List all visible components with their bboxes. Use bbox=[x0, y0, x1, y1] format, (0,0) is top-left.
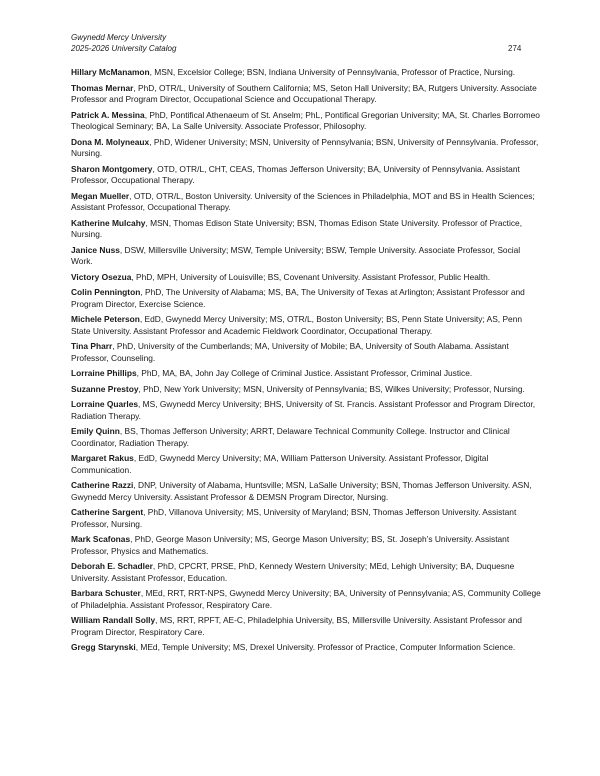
faculty-entry bbox=[71, 137, 541, 160]
faculty-details: , MSN, Thomas Edison State University; BSN, Thomas Edison State University. Professor of Practice, Nursing. bbox=[71, 217, 523, 239]
faculty-details: , PhD, OTR/L, University of Southern California; MS, Seton Hall University; BA, Rutgers University. Associate Professor and Program Director, Occupational Science and Occupational Therapy. bbox=[71, 82, 537, 104]
faculty-entry bbox=[71, 588, 541, 611]
faculty-entry bbox=[71, 534, 541, 557]
faculty-entry bbox=[71, 67, 541, 79]
faculty-name: Lorraine Quarles bbox=[71, 399, 139, 409]
catalog-title: 2025-2026 University Catalog bbox=[71, 43, 177, 53]
faculty-name: Tina Pharr bbox=[71, 341, 113, 351]
faculty-name: Thomas Mernar bbox=[71, 82, 134, 93]
faculty-name: Gregg Starynski bbox=[71, 642, 136, 652]
faculty-details: , EdD, Gwynedd Mercy University; MA, William Patterson University. Assistant Professor, Digital Communication. bbox=[71, 453, 489, 475]
faculty-details: , MEd, RRT, RRT-NPS, Gwynedd Mercy University; BA, University of Pennsylvania; AS, Community College of Philadelphia. Assistant Professor, Respiratory Care. bbox=[71, 588, 541, 610]
faculty-entry bbox=[71, 245, 541, 268]
faculty-name: Michele Peterson bbox=[71, 314, 140, 324]
faculty-entry bbox=[71, 83, 541, 106]
faculty-details: , PhD, The University of Alabama; MS, BA, The University of Texas at Arlington; Assistant Professor and Program Director, Exercise Science. bbox=[71, 287, 525, 309]
faculty-entry bbox=[71, 507, 541, 530]
faculty-name: Emily Quinn bbox=[71, 426, 120, 436]
faculty-entry bbox=[71, 164, 541, 187]
faculty-details: , MSN, Excelsior College; BSN, Indiana University of Pennsylvania, Professor of Practice, Nursing. bbox=[149, 67, 516, 77]
faculty-entry bbox=[71, 615, 541, 638]
faculty-details: , PhD, Pontifical Athenaeum of St. Anselm; PhL, Pontifical Gregorian University; MA, St. Charles Borromeo Theological Seminary; BA, La Salle University. Associate Professor, Philosophy. bbox=[71, 109, 540, 131]
faculty-name: Janice Nuss bbox=[71, 244, 120, 255]
faculty-name: Deborah E. Schadler bbox=[71, 561, 153, 571]
faculty-details: , PhD, New York University; MSN, University of Pennsylvania; BS, Wilkes University; Professor, Nursing. bbox=[138, 383, 525, 394]
faculty-details: , OTD, OTR/L, CHT, CEAS, Thomas Jefferson University; BA, University of Pennsylvania. Assistant Professor, Occupational Therapy. bbox=[71, 163, 520, 185]
faculty-details: , PhD, Villanova University; MS, University of Maryland; BSN, Thomas Jefferson University. Assistant Professor, Nursing. bbox=[71, 507, 517, 529]
faculty-entry bbox=[71, 314, 541, 337]
faculty-name: Catherine Razzi bbox=[71, 480, 134, 490]
faculty-name: Victory Osezua bbox=[71, 271, 132, 282]
faculty-entry bbox=[71, 399, 541, 422]
faculty-name: William Randall Solly bbox=[71, 615, 156, 625]
faculty-details: , DNP, University of Alabama, Huntsville; MSN, LaSalle University; BSN, Thomas Jefferson University. ASN, Gwynedd Mercy University. Assistant Professor & DEMSN Program Director, Nursing. bbox=[71, 480, 532, 502]
faculty-name: Katherine Mulcahy bbox=[71, 217, 146, 228]
faculty-name: Dona M. Molyneaux bbox=[71, 136, 150, 147]
faculty-details: , DSW, Millersville University; MSW, Temple University; BSW, Temple University. Associate Professor, Social Work. bbox=[71, 244, 521, 266]
faculty-details: , MS, Gwynedd Mercy University; BHS, University of St. Francis. Assistant Professor and Program Director, Radiation Therapy. bbox=[71, 399, 536, 421]
page-number: 274 bbox=[508, 44, 522, 53]
faculty-entry bbox=[71, 561, 541, 584]
faculty-name: Sharon Montgomery bbox=[71, 163, 153, 174]
faculty-entry bbox=[71, 384, 541, 396]
faculty-name: Colin Pennington bbox=[71, 287, 141, 297]
faculty-name: Hillary McManamon bbox=[71, 67, 150, 77]
faculty-details: , MS, RRT, RPFT, AE-C, Philadelphia University, BS, Millersville University. Assistant Professor and Program Director, Respiratory Care. bbox=[71, 615, 522, 637]
faculty-list bbox=[71, 67, 541, 658]
faculty-details: , PhD, Widener University; MSN, University of Pennsylvania; BSN, University of Pennsylvania. Professor, Nursing. bbox=[71, 136, 539, 158]
faculty-details: , MEd, Temple University; MS, Drexel University. Professor of Practice, Computer Information Science. bbox=[135, 642, 516, 652]
faculty-details: , PhD, University of the Cumberlands; MA, University of Mobile; BA, University of South Alabama. Assistant Professor, Counseling. bbox=[71, 341, 509, 363]
faculty-name: Lorraine Phillips bbox=[71, 368, 137, 378]
faculty-entry bbox=[71, 642, 541, 654]
faculty-entry bbox=[71, 480, 541, 503]
university-name: Gwynedd Mercy University bbox=[71, 33, 167, 42]
faculty-entry bbox=[71, 191, 541, 214]
faculty-details: , PhD, MPH, University of Louisville; BS, Covenant University. Assistant Professor, Public Health. bbox=[131, 271, 491, 282]
faculty-details: , PhD, George Mason University; MS, George Mason University; BS, St. Joseph’s University. Assistant Professor, Physics and Mathematics. bbox=[71, 534, 510, 556]
faculty-entry bbox=[71, 287, 541, 310]
faculty-details: , PhD, CPCRT, PRSE, PhD, Kennedy Western University; MEd, Lehigh University; BA, Duquesne University. Assistant Professor, Education. bbox=[71, 561, 515, 583]
faculty-entry bbox=[71, 272, 541, 284]
faculty-name: Patrick A. Messina bbox=[71, 109, 145, 120]
faculty-entry bbox=[71, 110, 541, 133]
page-header bbox=[71, 33, 529, 54]
faculty-entry bbox=[71, 453, 541, 476]
faculty-entry bbox=[71, 218, 541, 241]
faculty-name: Suzanne Prestoy bbox=[71, 383, 139, 394]
faculty-details: , BS, Thomas Jefferson University; ARRT, Delaware Technical Community College. Instructor and Clinical Coordinator, Radiation Therapy. bbox=[71, 426, 510, 448]
faculty-name: Mark Scafonas bbox=[71, 534, 131, 544]
faculty-entry bbox=[71, 341, 541, 364]
faculty-name: Megan Mueller bbox=[71, 190, 130, 201]
faculty-details: , OTD, OTR/L, Boston University. University of the Sciences in Philadelphia, MOT and BS in Health Sciences; Assistant Professor, Occupational Therapy. bbox=[71, 190, 535, 212]
faculty-details: , PhD, MA, BA, John Jay College of Criminal Justice. Assistant Professor, Criminal Justice. bbox=[136, 368, 473, 378]
faculty-details: , EdD, Gwynedd Mercy University; MS, OTR/L, Boston University; BS, Penn State University; AS, Penn State University. Assistant Professor and Academic Fieldwork Coordinator, Occupational Therapy. bbox=[71, 314, 523, 336]
faculty-name: Margaret Rakus bbox=[71, 453, 134, 463]
faculty-entry bbox=[71, 426, 541, 449]
faculty-entry bbox=[71, 368, 541, 380]
faculty-name: Barbara Schuster bbox=[71, 588, 141, 598]
faculty-name: Catherine Sargent bbox=[71, 507, 144, 517]
